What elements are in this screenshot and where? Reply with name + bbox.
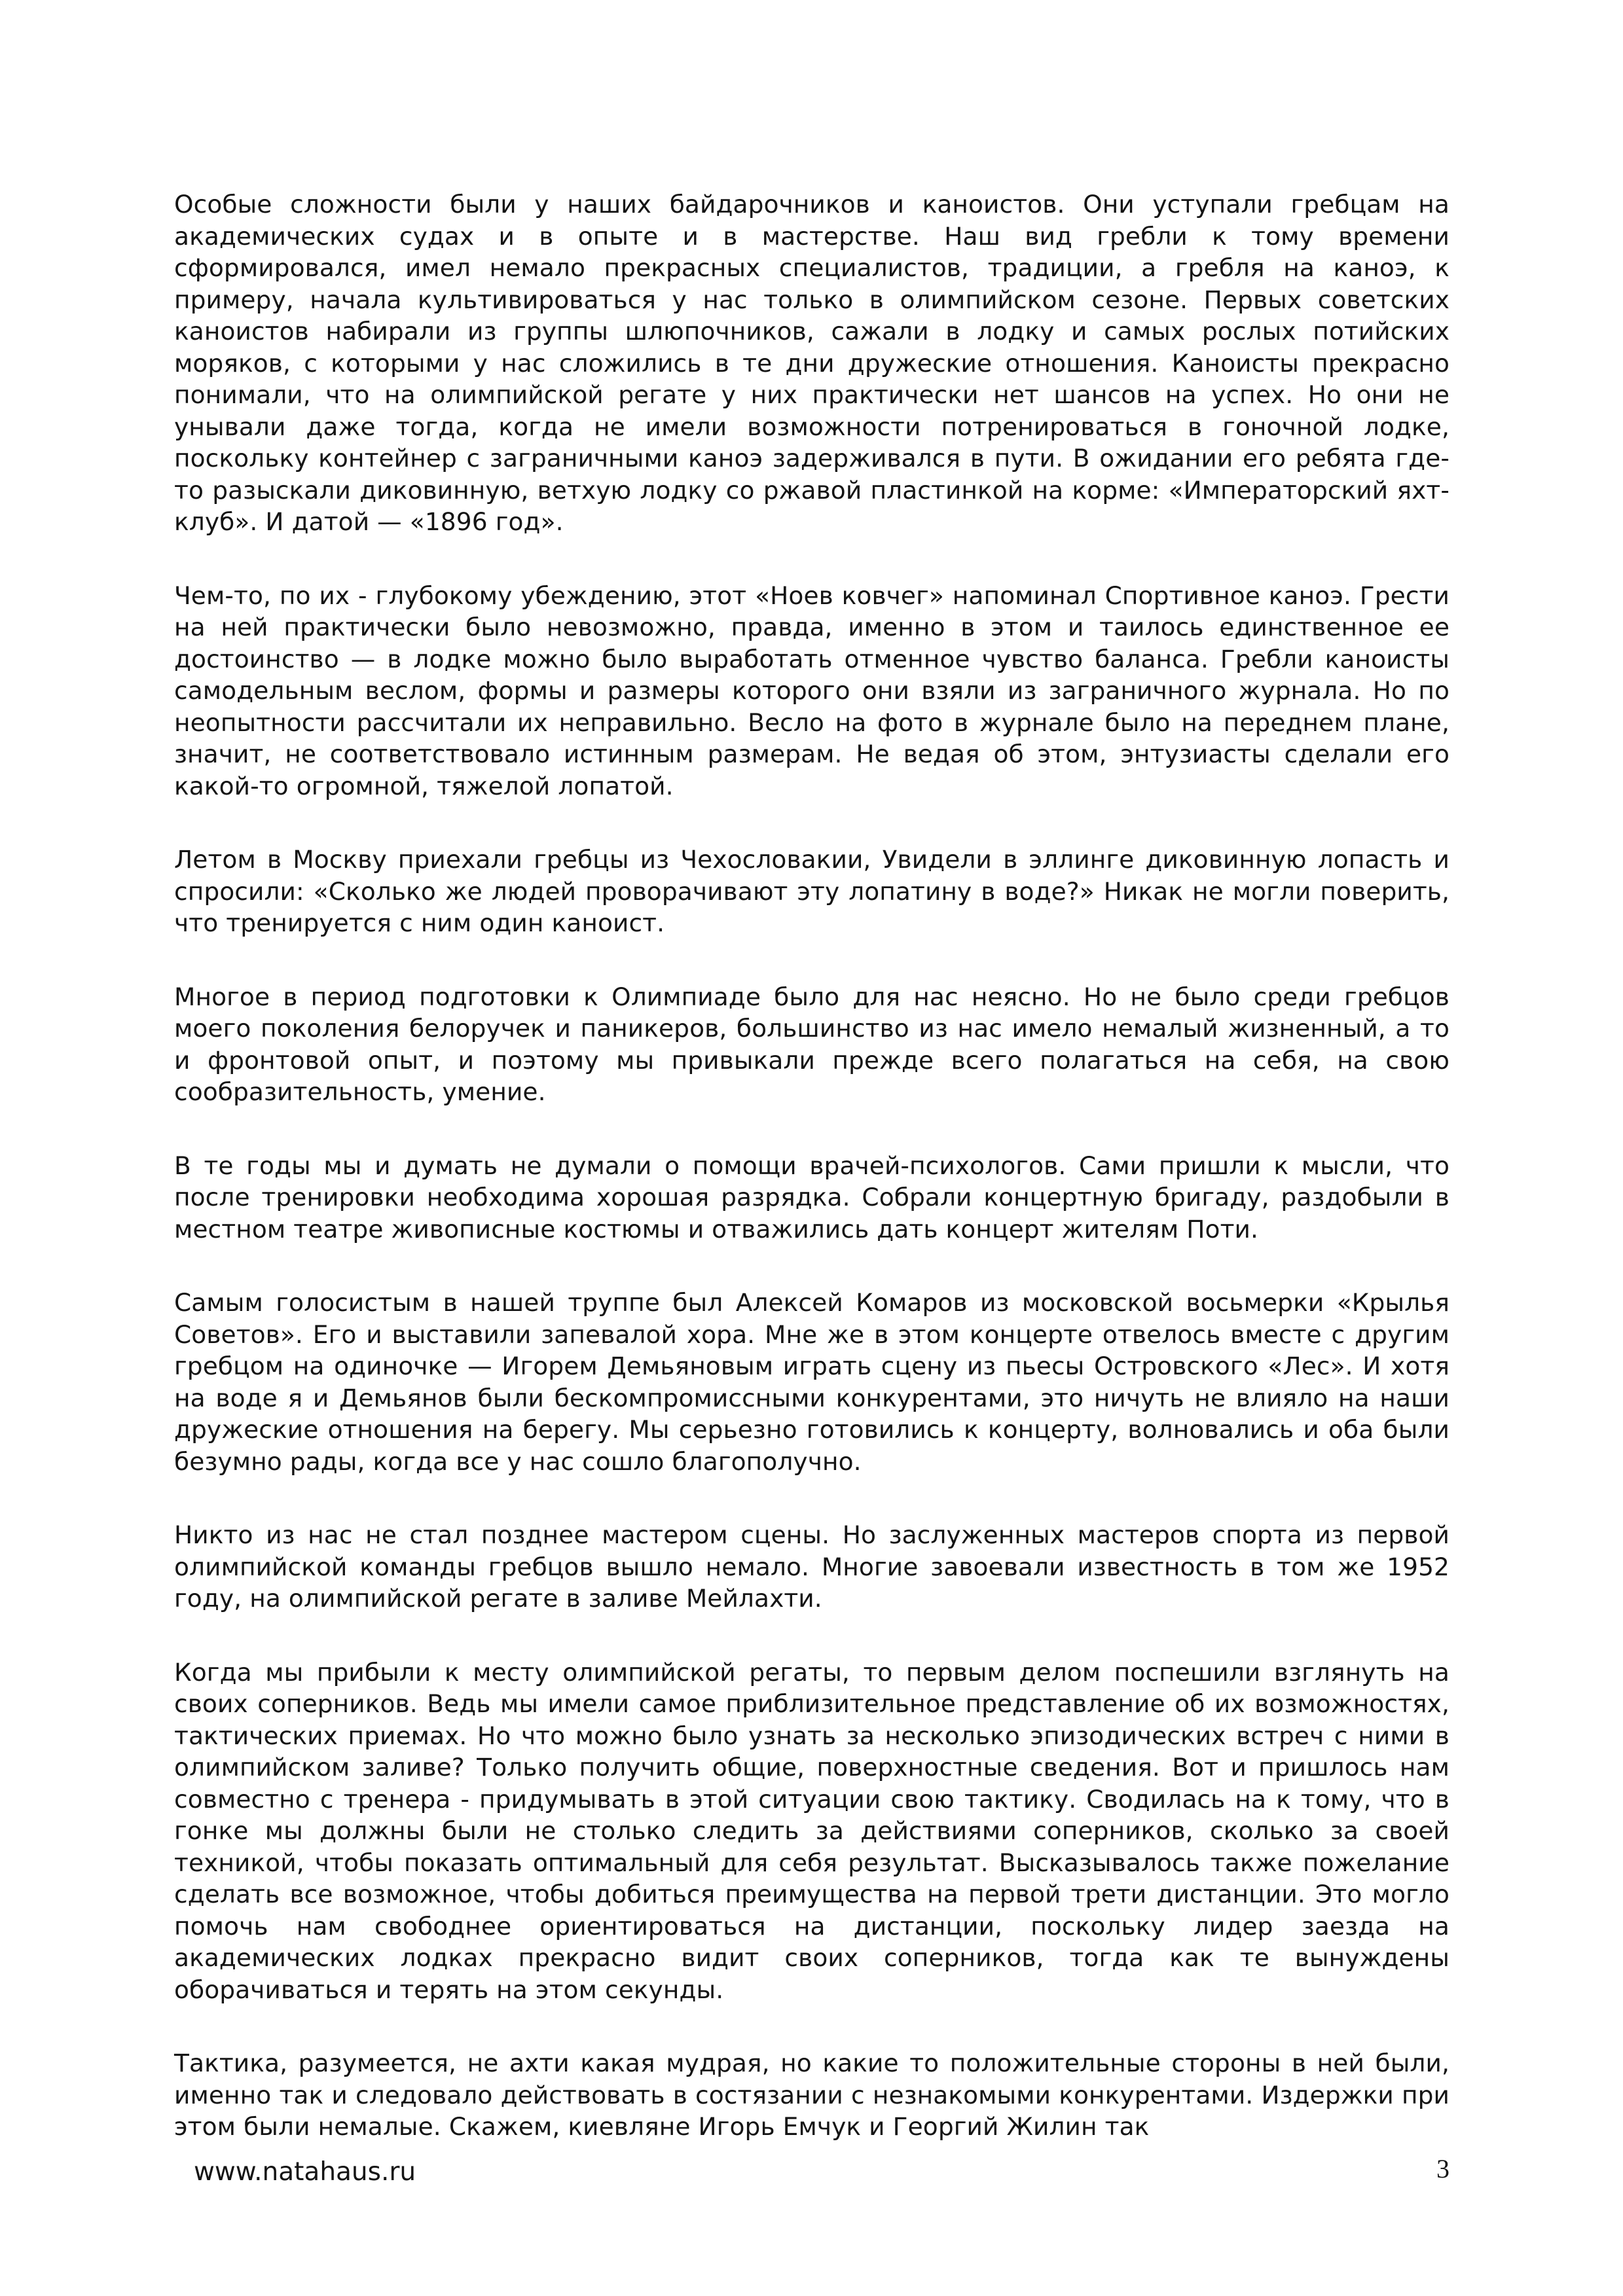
paragraph: Никто из нас не стал позднее мастером сцены. Но заслуженных мастеров спорта из первой олимпийской команды гребцов вышло немало. Многие завоевали известность в том же 1952 году, на олимпийской регате в заливе Мейлахти. — [174, 1520, 1450, 1613]
paragraph: Особые сложности были у наших байдарочников и каноистов. Они уступали гребцам на академических судах и в опыте и в мастерстве. Наш вид гребли к тому времени сформировался, имел немало прекрасных специалистов, традиции, а гребля на каноэ, к примеру, начала культивироваться у нас только в олимпийском сезоне. Первых советских каноистов набирали из группы шлюпочников, сажали в лодку и самых рослых потийских моряков, с которыми у нас сложились в те дни дружеские отношения. Каноисты прекрасно понимали, что на олимпийской регате у них практически нет шансов на успех. Но они не унывали даже тогда, когда не имели возможности потренироваться в гоночной лодке, поскольку контейнер с заграничными каноэ задерживался в пути. В ожидании его ребята где-то разыскали диковинную, ветхую лодку со ржавой пластинкой на корме: «Императорский яхт-клуб». И датой — «1896 год». — [174, 190, 1450, 536]
paragraph: В те годы мы и думать не думали о помощи врачей-психологов. Сами пришли к мысли, что после тренировки необходима хорошая разрядка. Собрали концертную бригаду, раздобыли в местном театре живописные костюмы и отважились дать концерт жителям Поти. — [174, 1151, 1450, 1244]
paragraph: Самым голосистым в нашей труппе был Алексей Комаров из московской восьмерки «Крылья Советов». Его и выставили запевалой хора. Мне же в этом концерте отвелось вместе с другим гребцом на одиночке — Игорем Демьяновым играть сцену из пьесы Островского «Лес». И хотя на воде я и Демьянов были бескомпромиссными конкурентами, это ничуть не влияло на наши дружеские отношения на берегу. Мы серьезно готовились к концерту, волновались и оба были безумно рады, когда все у нас сошло благополучно. — [174, 1288, 1450, 1476]
page-number: 3 — [1436, 2154, 1450, 2183]
paragraph: Чем-то, по их - глубокому убеждению, этот «Ноев ковчег» напоминал Спортивное каноэ. Грести на ней практически было невозможно, правда, именно в этом и таилось единственное ее достоинство — в лодке можно было выработать отменное чувство баланса. Гребли каноисты самодельным веслом, формы и размеры которого они взяли из заграничного журнала. Но по неопытности рассчитали их неправильно. Весло на фото в журнале было на переднем плане, значит, не соответствовало истинным размерам. Не ведая об этом, энтузиасты сделали его какой-то огромной, тяжелой лопатой. — [174, 581, 1450, 800]
paragraph: Летом в Москву приехали гребцы из Чехословакии, Увидели в эллинге диковинную лопасть и спросили: «Сколько же людей проворачивают эту лопатину в воде?» Никак не могли поверить, что тренируется с ним один каноист. — [174, 845, 1450, 937]
paragraph: Когда мы прибыли к месту олимпийской регаты, то первым делом поспешили взглянуть на своих соперников. Ведь мы имели самое приблизительное представление об их возможностях, тактических приемах. Но что можно было узнать за несколько эпизодических встреч с ними в олимпийском заливе? Только получить общие, поверхностные сведения. Вот и пришлось нам совместно с тренера - придумывать в этой ситуации свою тактику. Сводилась на к тому, что в гонке мы должны были не столько следить за действиями соперников, сколько за своей техникой, чтобы показать оптимальный для себя результат. Высказывалось также пожелание сделать все возможное, чтобы добиться преимущества на первой трети дистанции. Это могло помочь нам свободнее ориентироваться на дистанции, поскольку лидер заезда на академических лодках прекрасно видит своих соперников, тогда как те вынуждены оборачиваться и терять на этом секунды. — [174, 1657, 1450, 2004]
document-body — [174, 188, 1450, 2143]
paragraph: Тактика, разумеется, не ахти какая мудрая, но какие то положительные стороны в ней были, именно так и следовало действовать в состязании с незнакомыми конкурентами. Издержки при этом были немалые. Скажем, киевляне Игорь Емчук и Георгий Жилин так — [174, 2049, 1450, 2141]
paragraph: Многое в период подготовки к Олимпиаде было для нас неясно. Но не было среди гребцов моего поколения белоручек и паникеров, большинство из нас имело немалый жизненный, а то и фронтовой опыт, и поэтому мы привыкали прежде всего полагаться на себя, на свою сообразительность, умение. — [174, 982, 1450, 1106]
footer-website-url: www.natahaus.ru — [194, 2157, 416, 2187]
